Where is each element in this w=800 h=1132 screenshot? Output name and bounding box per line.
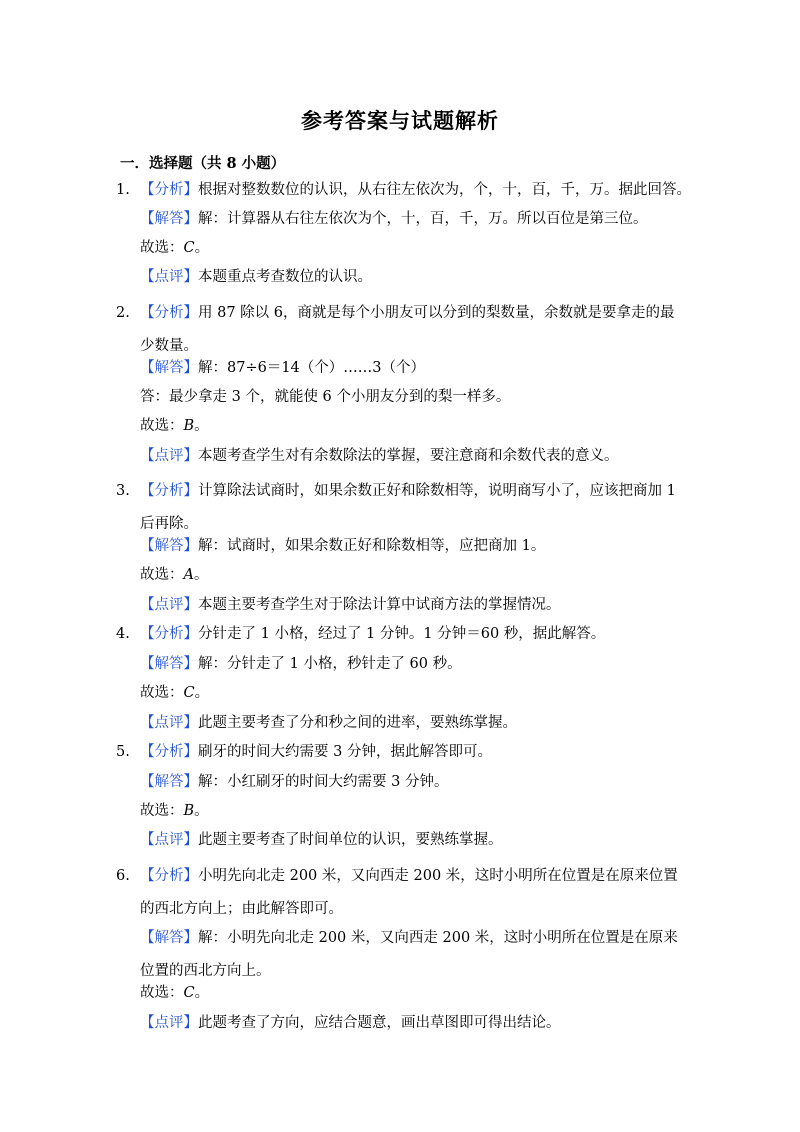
item-number: 1. (116, 182, 130, 198)
period: 。 (194, 418, 209, 434)
item-number: 5. (116, 744, 130, 760)
analysis-tag: 【分析】 (140, 483, 198, 499)
item-6-comment (140, 1013, 685, 1033)
choice-letter: C (183, 985, 195, 1001)
item-2-extra: 答：最少拿走 3 个，就能使 6 个小朋友分到的梨一样多。 (140, 389, 511, 405)
answer-tag: 【解答】 (140, 211, 198, 227)
analysis-text: 刷牙的时间大约需要 3 分钟，据此解答即可。 (198, 744, 492, 760)
answer-text: 解：试商时，如果余数正好和除数相等，应把商加 1。 (198, 538, 546, 554)
comment-text: 此题主要考查了时间单位的认识，要熟练掌握。 (198, 832, 503, 848)
comment-text: 本题考查学生对有余数除法的掌握，要注意商和余数代表的意义。 (198, 448, 619, 464)
answer-text: 解：87÷6＝14（个）……3（个） (198, 360, 426, 376)
item-2-answer (140, 358, 685, 378)
item-1-choice (140, 238, 685, 258)
item-2-choice (140, 416, 685, 436)
item-3-comment (140, 595, 685, 615)
comment-tag: 【点评】 (140, 715, 198, 731)
comment-tag: 【点评】 (140, 832, 198, 848)
item-5-choice (140, 801, 685, 821)
item-6-choice (140, 983, 685, 1003)
choice-letter: B (183, 803, 195, 819)
comment-tag: 【点评】 (140, 597, 198, 613)
comment-tag: 【点评】 (140, 269, 198, 285)
answer-tag: 【解答】 (140, 656, 198, 672)
item-number: 2. (116, 305, 130, 321)
item-1-comment (140, 267, 685, 287)
answer-tag: 【解答】 (140, 360, 198, 376)
item-5-analysis (116, 742, 685, 762)
period: 。 (194, 685, 210, 701)
answer-tag: 【解答】 (140, 930, 198, 946)
item-number: 3. (116, 483, 130, 499)
item-5-comment (140, 830, 685, 850)
analysis-tag: 【分析】 (140, 305, 198, 321)
item-number: 4. (116, 626, 130, 642)
item-3-choice (140, 565, 685, 585)
period: 。 (194, 240, 210, 256)
page-title: 参考答案与试题解析 (301, 108, 499, 133)
choice-letter: C (183, 240, 195, 256)
item-3-answer (140, 536, 685, 556)
item-5-answer (140, 772, 685, 792)
analysis-tag: 【分析】 (140, 626, 198, 642)
choose-label: 故选： (140, 418, 184, 434)
item-4-choice (140, 683, 685, 703)
item-4-analysis (116, 624, 685, 644)
item-4-comment (140, 713, 685, 733)
answer-text: 解：分针走了 1 小格，秒针走了 60 秒。 (198, 656, 462, 672)
choice-letter: A (183, 567, 194, 583)
answer-tag: 【解答】 (140, 538, 198, 554)
choose-label: 故选： (140, 803, 184, 819)
answer-tag: 【解答】 (140, 774, 198, 790)
item-1-analysis (116, 180, 691, 200)
choice-letter: C (183, 685, 195, 701)
period: 。 (193, 567, 209, 583)
period: 。 (194, 985, 210, 1001)
analysis-tag: 【分析】 (140, 868, 198, 884)
item-1-answer (140, 209, 685, 229)
comment-text: 本题主要考查学生对于除法计算中试商方法的掌握情况。 (198, 597, 561, 613)
section-heading: 一．选择题（共 8 小题） (120, 155, 286, 172)
item-number: 6. (116, 868, 130, 884)
item-4-answer (140, 654, 685, 674)
analysis-text: 计算除法试商时，如果余数正好和除数相等，说明商写小了，应该把商加 1 后再除。 (140, 483, 676, 532)
comment-text: 此题主要考查了分和秒之间的进率，要熟练掌握。 (198, 715, 517, 731)
item-2-comment (140, 446, 685, 466)
analysis-text: 分针走了 1 小格，经过了 1 分钟。1 分钟＝60 秒，据此解答。 (198, 626, 606, 642)
answer-text: 解：小红刷牙的时间大约需要 3 分钟。 (198, 774, 449, 790)
analysis-text: 根据对整数数位的认识，从右往左依次为，个，十，百，千，万。据此回答。 (198, 182, 691, 198)
analysis-text: 用 87 除以 6，商就是每个小朋友可以分到的梨数量，余数就是要拿走的最少数量。 (140, 305, 675, 354)
item-3-analysis (116, 475, 685, 541)
analysis-tag: 【分析】 (140, 744, 198, 760)
analysis-tag: 【分析】 (140, 182, 198, 198)
choose-label: 故选： (140, 685, 184, 701)
analysis-text: 小明先向北走 200 米，又向西走 200 米，这时小明所在位置是在原来位置的西北方向上；由此解答即可。 (140, 868, 678, 917)
item-6-answer (140, 922, 685, 988)
answer-text: 解：计算器从右往左依次为个，十，百，千，万。所以百位是第三位。 (198, 211, 648, 227)
choose-label: 故选： (140, 240, 184, 256)
comment-text: 此题考查了方向，应结合题意，画出草图即可得出结论。 (198, 1015, 561, 1031)
choice-letter: B (183, 418, 195, 434)
choose-label: 故选： (140, 985, 184, 1001)
comment-text: 本题重点考查数位的认识。 (198, 269, 372, 285)
item-6-analysis (116, 860, 685, 926)
item-2-analysis (116, 297, 685, 363)
answer-text: 解：小明先向北走 200 米，又向西走 200 米，这时小明所在位置是在原来位置的西北方向上。 (140, 930, 678, 979)
comment-tag: 【点评】 (140, 448, 198, 464)
choose-label: 故选： (140, 567, 184, 583)
period: 。 (194, 803, 209, 819)
comment-tag: 【点评】 (140, 1015, 198, 1031)
